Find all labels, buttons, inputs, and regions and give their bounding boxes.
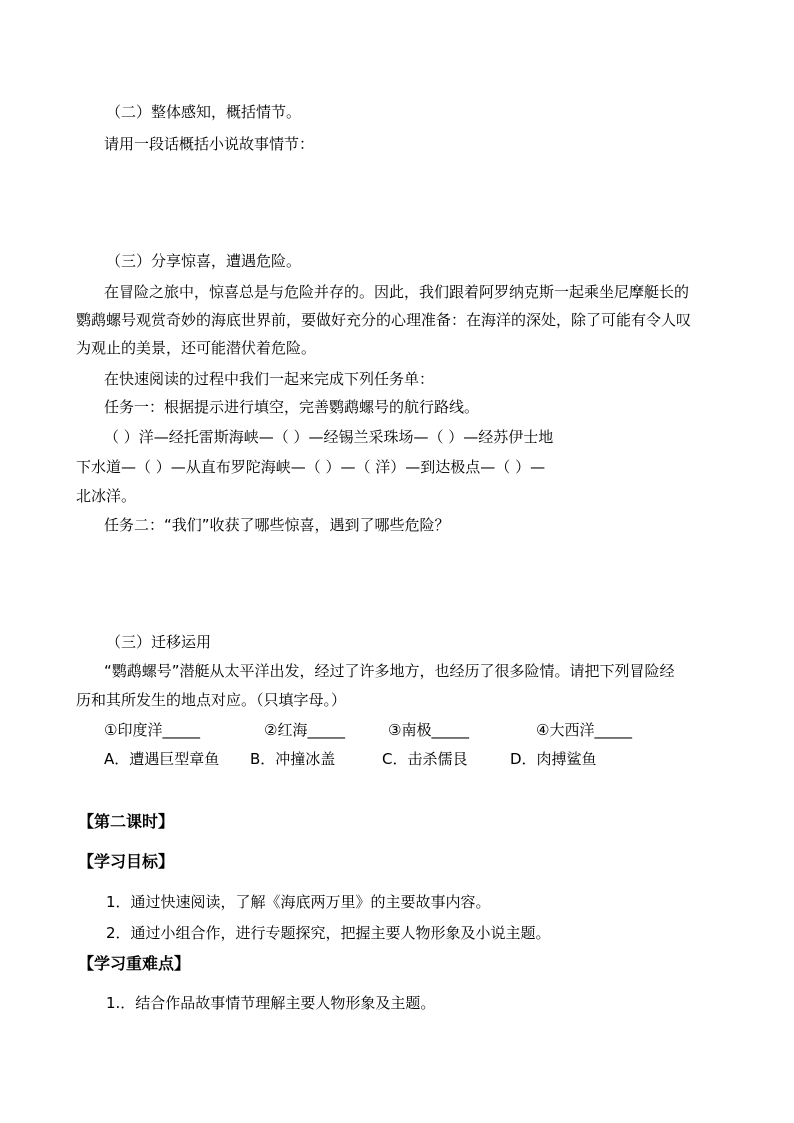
- section3-paragraph-line-2: 鹦鹉螺号观赏奇妙的海底世界前，要做好充分的心理准备：在海洋的深处，除了可能有令人叹: [76, 311, 692, 329]
- place-atlantic: ④大西洋_____: [536, 721, 632, 739]
- place-antarctic: ③南极_____: [388, 721, 469, 739]
- option-c: C．击杀儒艮: [382, 750, 468, 768]
- place-red-sea: ②红海_____: [264, 721, 345, 739]
- section3-intro: 在快速阅读的过程中我们一起来完成下列任务单：: [104, 370, 435, 388]
- route-line-2: 下水道—（ ）—从直布罗陀海峡—（ ）—（ 洋）—到达极点—（ ）—: [76, 458, 546, 476]
- lesson2-title: 【第二课时】: [78, 812, 175, 831]
- key-points-heading: 【学习重难点】: [78, 954, 191, 973]
- task2-label: 任务二：“我们”收获了哪些惊喜，遇到了哪些危险？: [104, 516, 450, 534]
- place-indian-ocean: ①印度洋_____: [104, 721, 200, 739]
- objective-2: 2．通过小组合作，进行专题探究，把握主要人物形象及小说主题。: [106, 924, 551, 942]
- key-point-1: 1.．结合作品故事情节理解主要人物形象及主题。: [106, 994, 436, 1012]
- option-d: D．肉搏鲨鱼: [510, 750, 597, 768]
- section3-paragraph-line-3: 为观止的美景，还可能潜伏着危险。: [76, 339, 317, 357]
- option-a: A．遭遇巨型章鱼: [104, 750, 220, 768]
- section4-heading: （三）迁移运用: [106, 633, 212, 651]
- section2-heading: （二）整体感知，概括情节。: [106, 103, 302, 121]
- route-line-3: 北冰洋。: [76, 487, 137, 505]
- section4-paragraph-line-1: “鹦鹉螺号”潜艇从太平洋出发，经过了许多地方，也经历了很多险情。请把下列冒险经: [104, 662, 675, 680]
- section3-paragraph-line-1: 在冒险之旅中，惊喜总是与危险并存的。因此，我们跟着阿罗纳克斯一起乘坐尼摩艇长的: [104, 283, 690, 301]
- option-b: B．冲撞冰盖: [250, 750, 336, 768]
- section4-paragraph-line-2: 历和其所发生的地点对应。（只填字母。）: [76, 691, 347, 709]
- task1-label: 任务一：根据提示进行填空，完善鹦鹉螺号的航行路线。: [104, 398, 480, 416]
- route-line-1: （ ）洋—经托雷斯海峡—（ ）—经锡兰采珠场—（ ）—经苏伊士地: [104, 428, 554, 446]
- objective-1: 1．通过快速阅读，了解《海底两万里》的主要故事内容。: [106, 893, 491, 911]
- section2-prompt: 请用一段话概括小说故事情节：: [104, 135, 315, 153]
- section3-heading: （三）分享惊喜，遭遇危险。: [106, 252, 302, 270]
- objectives-heading: 【学习目标】: [78, 852, 175, 871]
